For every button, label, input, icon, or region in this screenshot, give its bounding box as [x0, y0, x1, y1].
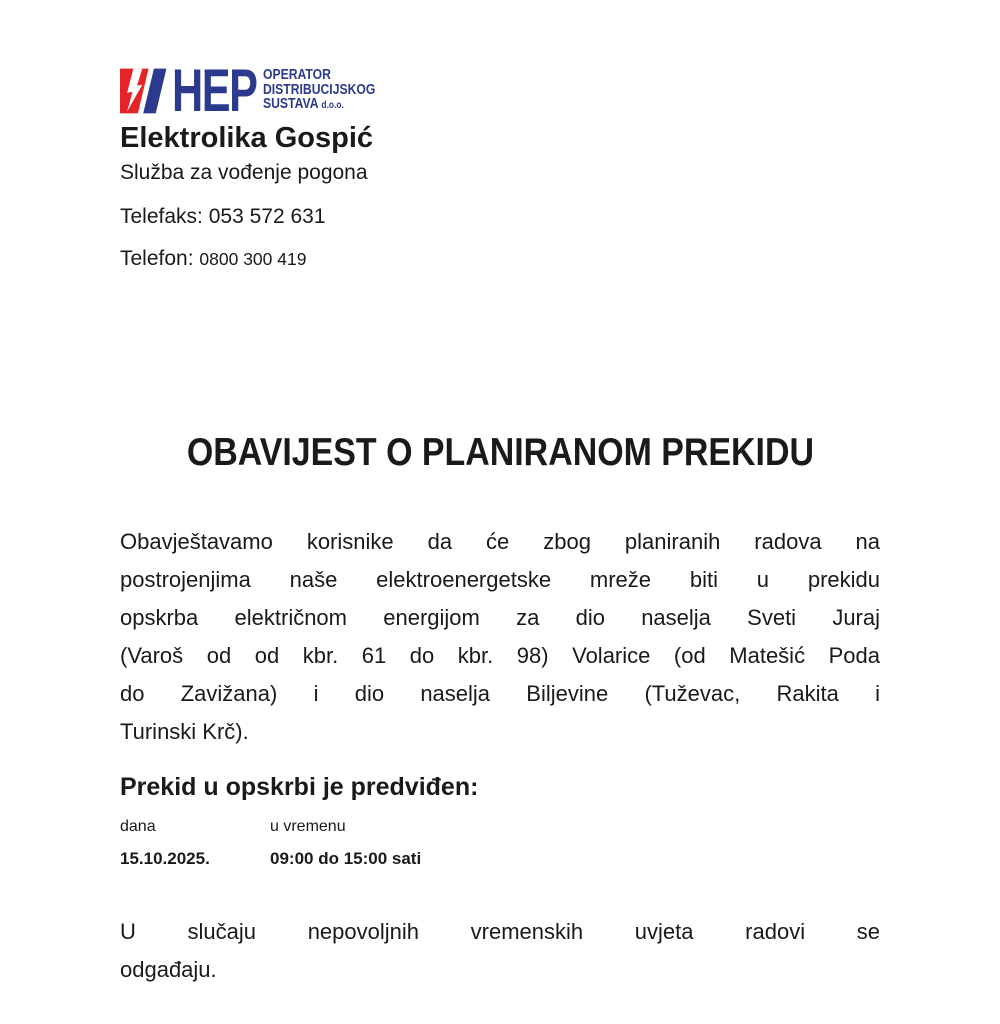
text-line: Turinski Krč).	[120, 719, 249, 744]
document-title: OBAVIJEST O PLANIRANOM PREKIDU	[186, 431, 814, 474]
telefon-line	[120, 247, 880, 271]
text-line: (Varoš od od kbr. 61 do kbr. 98) Volarice (od Matešić Poda	[120, 643, 880, 668]
organization-name: Elektrolika Gospić	[120, 122, 374, 154]
telefon-label: Telefon:	[120, 247, 194, 270]
hep-wordmark: HEP	[172, 57, 257, 124]
telefaks-number: 053 572 631	[208, 205, 326, 228]
text-line: odgađaju.	[120, 957, 217, 982]
telefon-number: 0800 300 419	[199, 249, 307, 269]
hep-lightning-logo-icon	[120, 66, 170, 116]
hep-operator-line3-main: SUSTAVA	[263, 96, 319, 112]
hep-operator-text	[263, 66, 375, 114]
schedule-time-value: 09:00 do 15:00 sati	[270, 849, 422, 868]
telefaks-line	[120, 205, 880, 229]
schedule-label-row	[120, 818, 880, 836]
hep-operator-line1: OPERATOR	[263, 67, 332, 83]
hep-operator-line2: DISTRIBUCIJSKOG	[263, 81, 376, 98]
notice-body-paragraph	[120, 523, 880, 751]
schedule-date-label: dana	[120, 818, 156, 835]
schedule-value-row	[120, 849, 880, 869]
text-line: opskrba električnom energijom za dio naselja Sveti Juraj	[120, 605, 880, 630]
telefaks-label: Telefaks:	[120, 205, 203, 228]
title-wrap	[120, 431, 880, 475]
text-line: postrojenjima naše elektroenergetske mreže biti u prekidu	[120, 567, 880, 592]
weather-disclaimer-paragraph	[120, 913, 880, 989]
schedule-date-value: 15.10.2025.	[120, 849, 210, 868]
text-line: Obavještavamo korisnike da će zbog planiranih radova na	[120, 529, 880, 554]
text-line: do Zavižana) i dio naselja Biljevine (Tuževac, Rakita i	[120, 681, 880, 706]
schedule-heading: Prekid u opskrbi je predviđen:	[120, 773, 479, 801]
hep-logo	[120, 0, 880, 124]
text-line: U slučaju nepovoljnih vremenskih uvjeta radovi se	[120, 919, 880, 944]
hep-operator-doo: d.o.o.	[321, 100, 345, 111]
hep-operator-line3	[263, 97, 375, 114]
schedule-time-label: u vremenu	[270, 818, 346, 835]
department-name: Služba za vođenje pogona	[120, 161, 368, 184]
